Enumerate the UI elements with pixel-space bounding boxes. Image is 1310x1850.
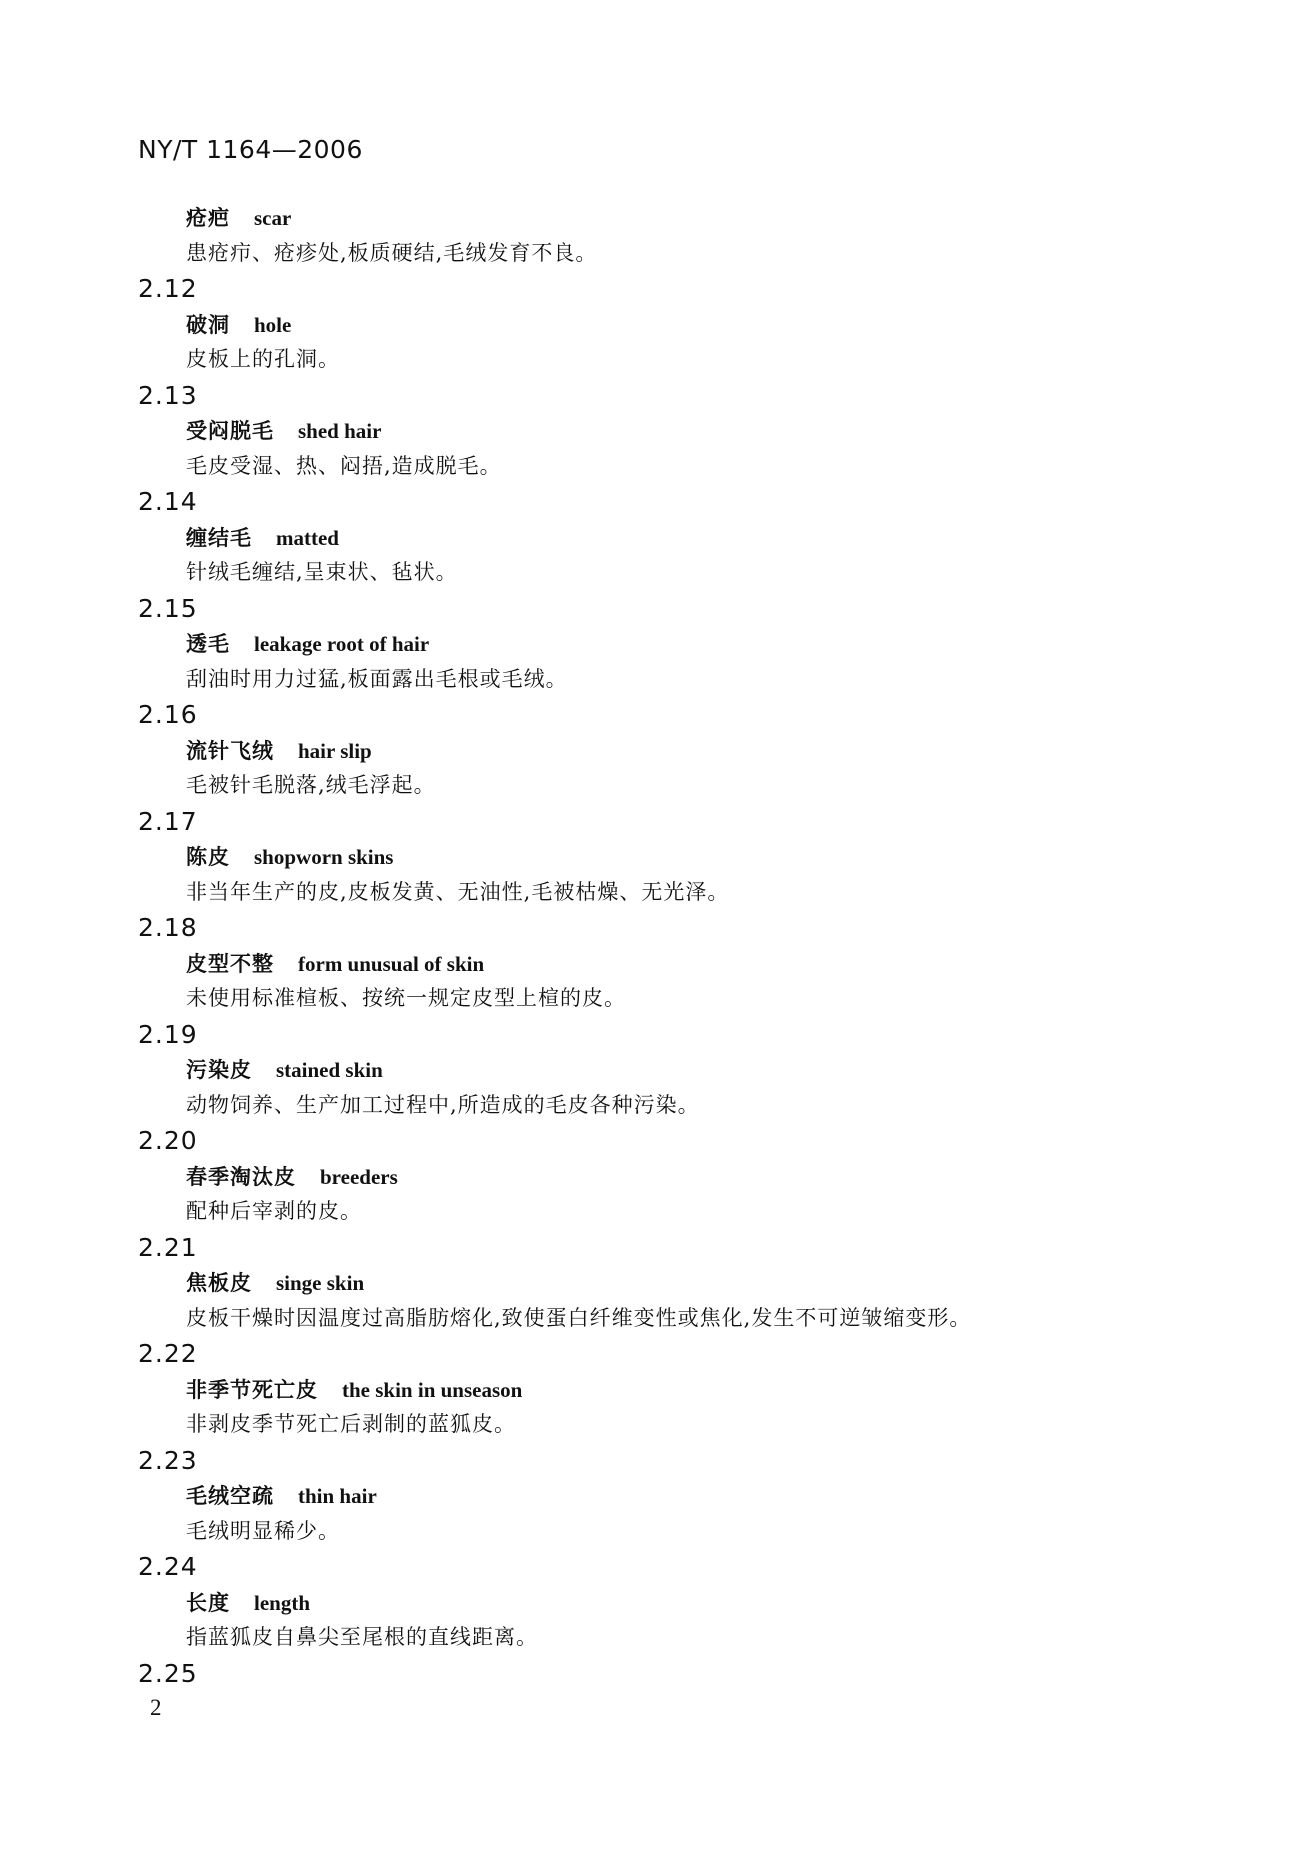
term-english: breeders	[320, 1164, 398, 1189]
section-number: 2.23	[138, 1445, 198, 1475]
term-english: form unusual of skin	[298, 951, 485, 976]
term-heading	[0, 413, 1310, 449]
section-number: 2.17	[138, 806, 198, 836]
term-chinese: 春季淘汰皮	[186, 1163, 296, 1189]
term-heading	[0, 1052, 1310, 1088]
term-english: stained skin	[276, 1058, 383, 1082]
term-english: matted	[276, 525, 339, 550]
term-english: hole	[254, 312, 292, 337]
term-chinese: 长度	[186, 1589, 230, 1615]
section-number: 2.18	[138, 913, 198, 942]
term-english: hair slip	[298, 738, 372, 763]
term-definition: 非当年生产的皮,皮板发黄、无油性,毛被枯燥、无光泽。	[186, 879, 730, 904]
section-number: 2.24	[138, 1552, 198, 1581]
section-number: 2.16	[138, 700, 198, 729]
term-heading	[0, 307, 1310, 343]
term-definition: 皮板干燥时因温度过高脂肪熔化,致使蛋白纤维变性或焦化,发生不可逆皱缩变形。	[186, 1305, 972, 1330]
terms-list	[0, 200, 1310, 1691]
term-english: the skin in unseason	[342, 1377, 523, 1402]
section-number: 2.15	[138, 593, 198, 623]
term-heading	[0, 1159, 1310, 1195]
term-heading	[0, 733, 1310, 769]
term-definition: 毛绒明显稀少。	[186, 1518, 340, 1543]
term-heading	[0, 1585, 1310, 1621]
term-heading	[0, 946, 1310, 982]
term-chinese: 陈皮	[186, 844, 230, 869]
section-number: 2.20	[138, 1126, 198, 1155]
section-number: 2.13	[138, 380, 198, 410]
term-chinese: 流针飞绒	[186, 737, 274, 763]
term-chinese: 皮型不整	[186, 950, 274, 976]
term-chinese: 受闷脱毛	[186, 418, 274, 443]
term-definition: 非剥皮季节死亡后剥制的蓝狐皮。	[186, 1412, 516, 1436]
term-chinese: 透毛	[186, 631, 230, 656]
term-definition: 指蓝狐皮自鼻尖至尾根的直线距离。	[186, 1625, 538, 1649]
term-chinese: 破洞	[186, 311, 230, 337]
section-number: 2.19	[138, 1019, 198, 1049]
term-chinese: 疮疤	[186, 205, 230, 230]
term-definition: 针绒毛缠结,呈束状、毡状。	[186, 560, 458, 584]
term-heading	[0, 1478, 1310, 1514]
section-number: 2.21	[138, 1232, 198, 1262]
term-heading	[0, 839, 1310, 875]
term-definition: 动物饲养、生产加工过程中,所造成的毛皮各种污染。	[186, 1092, 700, 1117]
term-definition: 毛皮受湿、热、闷捂,造成脱毛。	[186, 453, 502, 478]
term-definition: 未使用标准楦板、按统一规定皮型上楦的皮。	[186, 986, 626, 1010]
term-english: leakage root of hair	[254, 632, 430, 656]
term-heading	[0, 520, 1310, 556]
section-number: 2.22	[138, 1339, 198, 1368]
term-definition: 皮板上的孔洞。	[186, 347, 340, 371]
term-english: scar	[254, 206, 292, 230]
term-heading	[0, 626, 1310, 662]
section-number: 2.12	[138, 274, 198, 303]
term-heading	[0, 1265, 1310, 1301]
term-english: shed hair	[298, 419, 382, 443]
term-chinese: 毛绒空疏	[186, 1483, 274, 1508]
term-chinese: 焦板皮	[186, 1270, 252, 1295]
section-number: 2.14	[138, 487, 198, 516]
term-chinese: 非季节死亡皮	[186, 1376, 318, 1402]
document-code-header: NY/T 1164—2006	[138, 135, 363, 164]
term-english: thin hair	[298, 1484, 377, 1508]
page-number: 2	[150, 1695, 162, 1720]
term-definition: 刮油时用力过猛,板面露出毛根或毛绒。	[186, 666, 568, 691]
term-chinese: 缠结毛	[186, 524, 252, 550]
term-entries	[0, 271, 1310, 1656]
section-number: 2.25	[138, 1658, 198, 1688]
term-english: shopworn skins	[254, 845, 394, 869]
term-definition: 配种后宰剥的皮。	[186, 1199, 362, 1223]
term-english: singe skin	[276, 1271, 365, 1295]
term-definition: 患疮疖、疮疹处,板质硬结,毛绒发育不良。	[186, 240, 598, 265]
term-definition: 毛被针毛脱落,绒毛浮起。	[186, 773, 436, 797]
term-english: length	[254, 1590, 311, 1615]
term-heading	[0, 1372, 1310, 1408]
term-heading	[0, 200, 1310, 236]
term-chinese: 污染皮	[186, 1057, 252, 1082]
